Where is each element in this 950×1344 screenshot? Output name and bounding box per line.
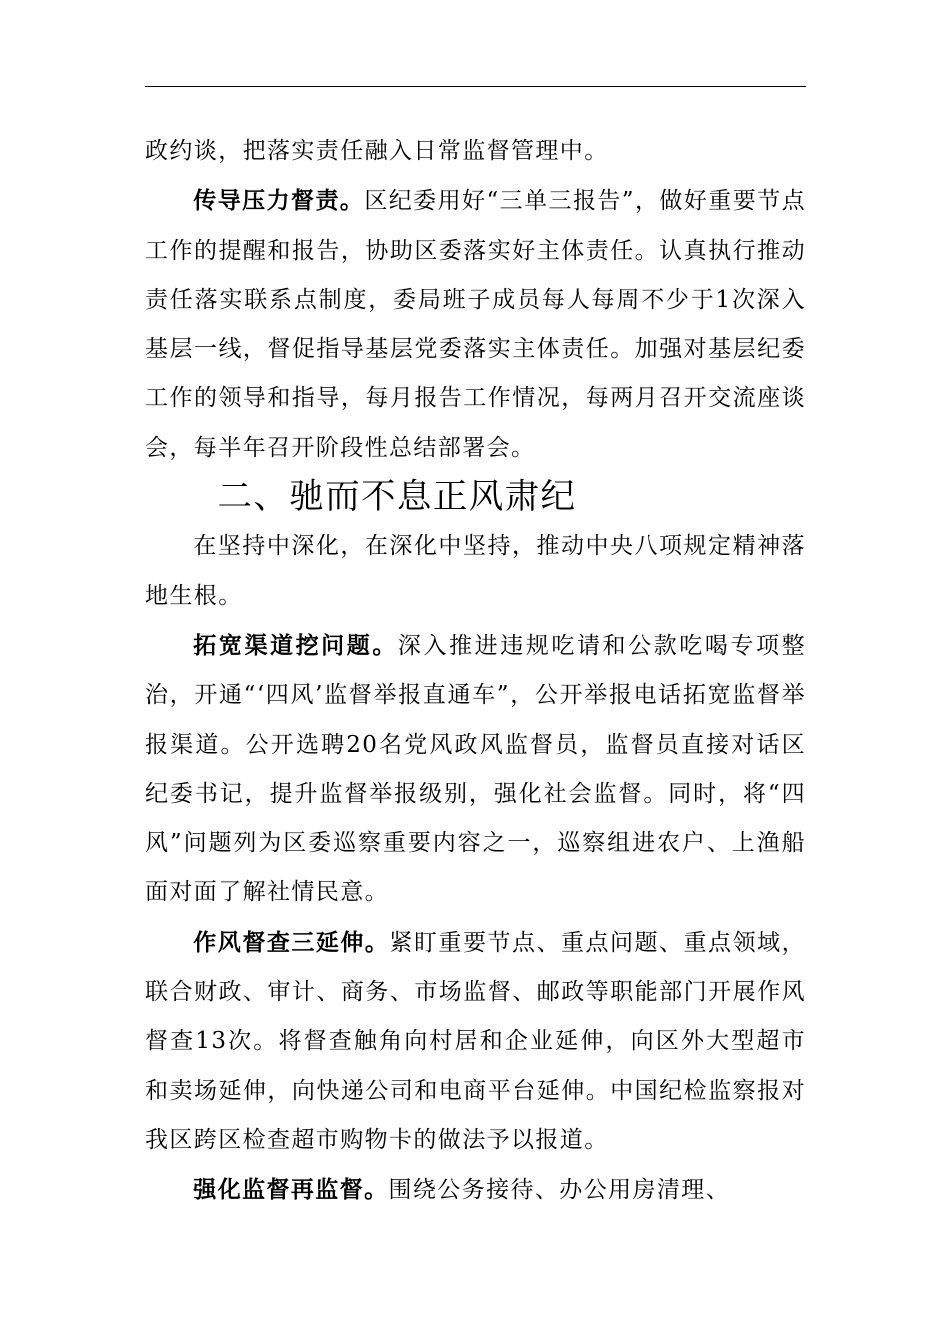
- paragraph-continuation: [145, 127, 806, 176]
- paragraph-text: 在坚持中深化，在深化中坚持，推动中央八项规定精神落地生根。: [145, 533, 806, 609]
- section-heading: 二、驰而不息正风肃纪: [217, 477, 577, 518]
- paragraph-text: 围绕公务接待、办公用房清理、: [388, 1177, 731, 1204]
- header-rule: [145, 86, 806, 87]
- paragraph-widen-channels: [145, 621, 806, 918]
- paragraph-text: 区纪委用好“三单三报告”，做好重要节点工作的提醒和报告，协助区委落实好主体责任。认真执行推动责任落实联系点制度，委局班子成员每人每周不少于1次深入基层一线，督促指导基层党委落实主体责任。加强对基层纪委工作的领导和指导，每月报告工作情况，每两月召开交流座谈会，每半年召开阶段性总结部署会。: [145, 188, 806, 461]
- paragraph-lead: 传导压力督责。: [193, 187, 365, 215]
- paragraph-pressure-accountability: [145, 176, 806, 473]
- paragraph-text: 紧盯重要节点、重点问题、重点领域，联合财政、审计、商务、市场监督、邮政等职能部门开展作风督查13次。将督查触角向村居和企业延伸，向区外大型超市和卖场延伸，向快递公司和电商平台延伸。中国纪检监察报对我区跨区检查超市购物卡的做法予以报道。: [145, 929, 806, 1153]
- paragraph-strengthen-supervision: [145, 1165, 806, 1215]
- paragraph-lead: 强化监督再监督。: [193, 1176, 389, 1204]
- paragraph-text: 深入推进违规吃请和公款吃喝专项整治，开通“‘四风’监督举报直通车”，公开举报电话拓宽监督举报渠道。公开选聘20名党风政风监督员，监督员直接对话区纪委书记，提升监督举报级别，强化社会监督。同时，将“四风”问题列为区委巡察重要内容之一，巡察组进农户、上渔船面对面了解社情民意。: [145, 632, 806, 906]
- paragraph-text: 政约谈，把落实责任融入日常监督管理中。: [145, 138, 609, 164]
- document-body: [145, 127, 806, 1216]
- paragraph-section-intro: [145, 522, 806, 621]
- paragraph-inspection-extension: [145, 918, 806, 1165]
- paragraph-lead: 拓宽渠道挖问题。: [193, 631, 398, 659]
- paragraph-lead: 作风督查三延伸。: [193, 928, 390, 956]
